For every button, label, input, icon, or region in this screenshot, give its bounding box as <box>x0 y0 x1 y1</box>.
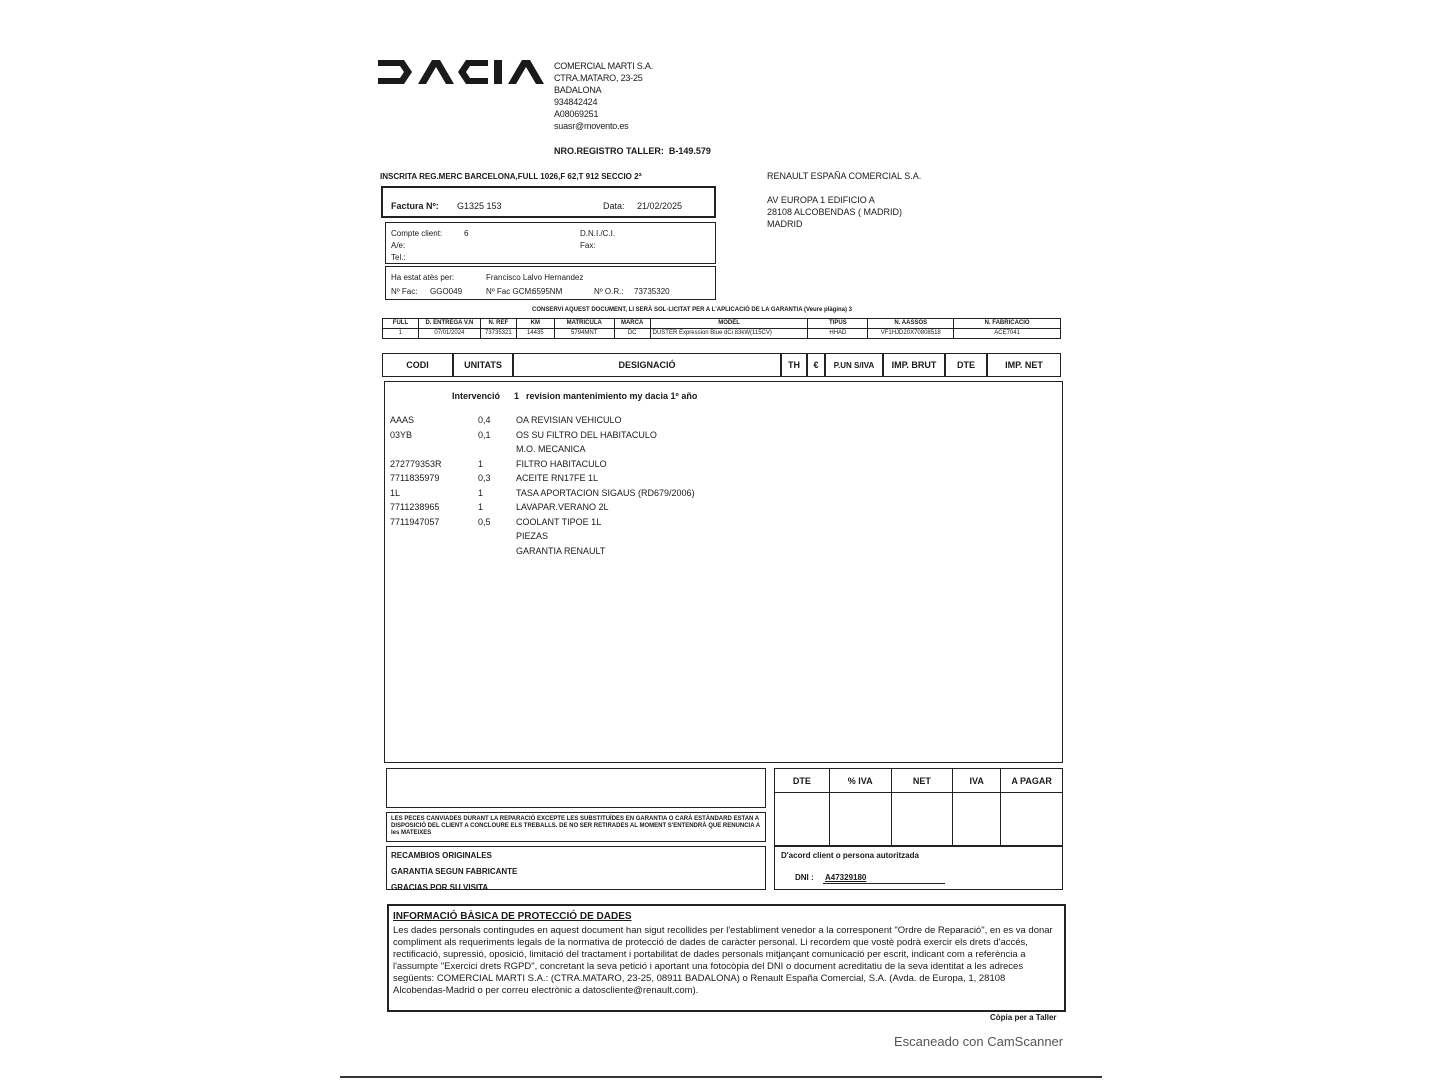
recipient-line: AV EUROPA 1 EDIFICIO A <box>767 195 875 205</box>
item-units: 1 <box>478 458 484 469</box>
attended-value: Francisco Lalvo Hernandez <box>486 273 584 282</box>
item-code: 7711947057 <box>390 516 440 527</box>
invoice-number-value: G1325 153 <box>457 201 502 211</box>
nfac-label: Nº Fac: <box>391 287 418 296</box>
item-code: 03YB <box>390 429 413 440</box>
vehicle-cell: 07/01/2024 <box>418 329 480 339</box>
vehicle-cell: 5794MNT <box>554 329 614 339</box>
item-code: 1L <box>390 487 401 498</box>
vehicle-header-cell: MARCA <box>614 319 650 329</box>
totals-cell <box>829 793 891 846</box>
vehicle-table-header <box>383 319 1061 329</box>
registry-value: B-149.579 <box>668 146 711 156</box>
privacy-box <box>387 904 1066 1012</box>
totals-cell <box>775 793 830 846</box>
scanner-watermark: Escaneado con CamScanner <box>894 1034 1064 1049</box>
dni-label: DNI : <box>795 873 814 882</box>
signature-line <box>823 883 945 884</box>
item-units: 0,1 <box>478 429 491 440</box>
vehicle-table <box>382 318 1061 339</box>
client-account-value: 6 <box>464 229 469 238</box>
client-fax-label: Fax: <box>580 241 596 250</box>
item-description: COOLANT TIPOE 1L <box>516 516 602 527</box>
vehicle-cell: DUSTER Expression Blue dCi 83kW(115CV) <box>650 329 808 339</box>
item-description: GARANTIA RENAULT <box>516 545 606 556</box>
totals-table <box>774 768 1063 846</box>
totals-cell <box>1001 793 1063 846</box>
vehicle-cell: 1 <box>383 329 419 339</box>
item-units: 0,4 <box>478 415 491 425</box>
totals-cell <box>891 793 953 846</box>
totals-header: A PAGAR <box>1001 769 1063 793</box>
attended-box <box>385 266 716 300</box>
client-phone-label: Tel.: <box>391 253 406 262</box>
item-units: 0,3 <box>478 473 491 483</box>
or-value: 73735320 <box>634 287 670 296</box>
dni-value: A47329180 <box>825 873 867 882</box>
invoice-date-value: 21/02/2025 <box>637 201 683 211</box>
vehicle-cell: HHAD <box>808 329 868 339</box>
remarks-box <box>386 768 766 808</box>
col-dte: DTE <box>945 353 987 377</box>
footer-left-line: GRACIAS POR SU VISITA <box>391 883 489 892</box>
gcm-value: 6595NM <box>532 287 563 296</box>
item-description: TASA APORTACION SIGAUS (RD679/2006) <box>516 487 695 498</box>
item-description: LAVAPAR.VERANO 2L <box>516 502 609 512</box>
footer-left-line: RECAMBIOS ORIGINALES <box>391 851 492 860</box>
totals-header: DTE <box>775 769 830 793</box>
item-units: 1 <box>478 502 484 512</box>
invoice-date-label: Data: <box>603 201 625 211</box>
vehicle-header-cell: KM <box>516 319 554 329</box>
inscription: INSCRITA REG.MERC BARCELONA,FULL 1026,F 62,T 912 SECCIO 2ª <box>380 172 642 181</box>
item-units: 1 <box>478 487 484 498</box>
privacy-title: INFORMACIÓ BÀSICA DE PROTECCIÓ DE DADES <box>393 911 632 922</box>
dealer-line: A08069251 <box>554 109 599 119</box>
recipient-line: 28108 ALCOBENDAS ( MADRID) <box>767 207 903 217</box>
vehicle-header-cell: MATRICULA <box>554 319 614 329</box>
invoice-number-box <box>381 186 716 218</box>
dealer-line: CTRA.MATARO, 23-25 <box>554 73 643 83</box>
gcm-label: Nº Fac GCM: <box>486 287 534 296</box>
intervention-text: revision mantenimiento my dacia 1º año <box>526 391 698 401</box>
col-designacio: DESIGNACIÓ <box>513 353 781 377</box>
dealer-line: suasr@movento.es <box>554 121 629 131</box>
item-code: 272779353R <box>390 458 442 469</box>
col-pun: P.UN S/IVA <box>825 353 883 377</box>
item-description: OA REVISIAN VEHICULO <box>516 415 622 425</box>
totals-cell <box>953 793 1001 846</box>
totals-header: NET <box>891 769 953 793</box>
registry <box>554 145 711 157</box>
vehicle-header-cell: MODEL <box>650 319 808 329</box>
intervention-number: 1 <box>514 391 520 401</box>
vehicle-header-cell: TIPUS <box>808 319 868 329</box>
totals-header: % IVA <box>829 769 891 793</box>
dacia-logo <box>378 60 550 84</box>
page-bottom-rule <box>340 1076 1102 1078</box>
vehicle-table-row <box>383 329 1061 339</box>
col-brut: IMP. BRUT <box>883 353 945 377</box>
dealer-line: BADALONA <box>554 85 602 95</box>
vehicle-cell: 73735321 <box>480 329 516 339</box>
invoice-number-label: Factura Nº: <box>391 201 439 211</box>
vehicle-header-cell: N. REF <box>480 319 516 329</box>
item-description: FILTRO HABITACULO <box>516 458 607 469</box>
parts-notice: LES PECES CANVIADES DURANT LA REPARACIÓ EXCEPTE LES SUBSTITUÏDES EN GARANTIA O CARÀ ESTÀNDARD ESTAN A DISPOSICIÓ DEL CLIENT A CONCLOURE ELS TREBALLS. DE NO SER RETIRADES AL MOMENT S'ENTENDRÀ QUE RENUNCIA A les MATEIXES <box>391 816 760 836</box>
parts-notice-box <box>386 812 766 842</box>
col-unitats: UNITATS <box>453 353 513 377</box>
recipient-line: MADRID <box>767 219 803 229</box>
signature-box <box>774 846 1063 890</box>
signature-label: D'acord client o persona autoritzada <box>781 851 919 860</box>
vehicle-cell: ACE7041 <box>954 329 1061 339</box>
item-description: M.O. MECANICA <box>516 444 586 454</box>
vehicle-cell: DC <box>614 329 650 339</box>
col-th: TH <box>781 353 807 377</box>
dealer-line: 934842424 <box>554 97 598 107</box>
item-description: ACEITE RN17FE 1L <box>516 473 599 483</box>
copy-label: Còpia per a Taller <box>990 1013 1057 1022</box>
item-code: AAAS <box>390 415 415 425</box>
totals-header: IVA <box>953 769 1001 793</box>
warranty-notice: CONSERVI AQUEST DOCUMENT, LI SERÀ SOL·LICITAT PER A L'APLICACIÓ DE LA GARANTIA (Veure plàgina) 3 <box>532 307 853 313</box>
vehicle-cell: VF1HJD20X70808518 <box>868 329 954 339</box>
dealer-info <box>554 60 653 132</box>
item-code: 7711835979 <box>390 473 440 483</box>
vehicle-header-cell: N. FABRICACIÓ <box>954 319 1061 329</box>
col-codi: CODI <box>382 353 453 377</box>
client-box <box>385 222 716 264</box>
dealer-line: COMERCIAL MARTI S.A. <box>554 61 654 71</box>
nfac-value: GGO049 <box>430 287 463 296</box>
vehicle-header-cell: D. ENTREGA V.N <box>418 319 480 329</box>
item-description: PIEZAS <box>516 531 549 541</box>
privacy-body: Les dades personals contingudes en aquest document han sigut recollides per l'establiment venedor a la corresponent "Ordre de Reparació", en es va donar compliment als requeriments legals de la normativa de protecció de dades de caràcter personal. Li recordem que vostè podrà exercir els drets d'accés, rectificació, supressió, oposició, limitació del tractament i portabilitat de dades personals mitjançant comunicació per escrit, indicant com a referència a l'assumpte "Exercici drets RGPD", concretant la seva petició i aportant una fotocòpia del DNI o document acreditatiu de la seva identitat a les adreces següents: COMERCIAL MARTI S.A.: (CTRA.MATARO, 23-25, 08911 BADALONA) o Renault España Comercial, S.A. (Avda. de Europa, 1, 28108 Alcobendas-Madrid o per correu electrònic a datoscliente@renault.com). <box>393 925 1053 996</box>
client-id-label: D.N.I./C.I. <box>580 229 616 238</box>
col-net: IMP. NET <box>987 353 1061 377</box>
recipient-name: RENAULT ESPAÑA COMERCIAL S.A. <box>767 171 922 181</box>
item-code: 7711238965 <box>390 502 440 512</box>
attended-label: Ha estat atès per: <box>391 273 455 282</box>
vehicle-header-cell: N. AASSOS <box>868 319 954 329</box>
item-units: 0,5 <box>478 516 491 527</box>
registry-label: NRO.REGISTRO TALLER: <box>554 146 664 156</box>
footer-left-box <box>386 846 766 890</box>
intervention-label: Intervenció <box>452 391 501 401</box>
vehicle-header-cell: FULL <box>383 319 419 329</box>
client-address-label: A/e: <box>391 241 406 250</box>
vehicle-cell: 14435 <box>516 329 554 339</box>
col-eur: € <box>807 353 825 377</box>
footer-left-line: GARANTIA SEGUN FABRICANTE <box>391 867 518 876</box>
client-account-label: Compte client: <box>391 229 443 238</box>
item-description: OS SU FILTRO DEL HABITACULO <box>516 429 657 440</box>
or-label: Nº O.R.: <box>594 287 624 296</box>
recipient-info <box>767 170 921 230</box>
